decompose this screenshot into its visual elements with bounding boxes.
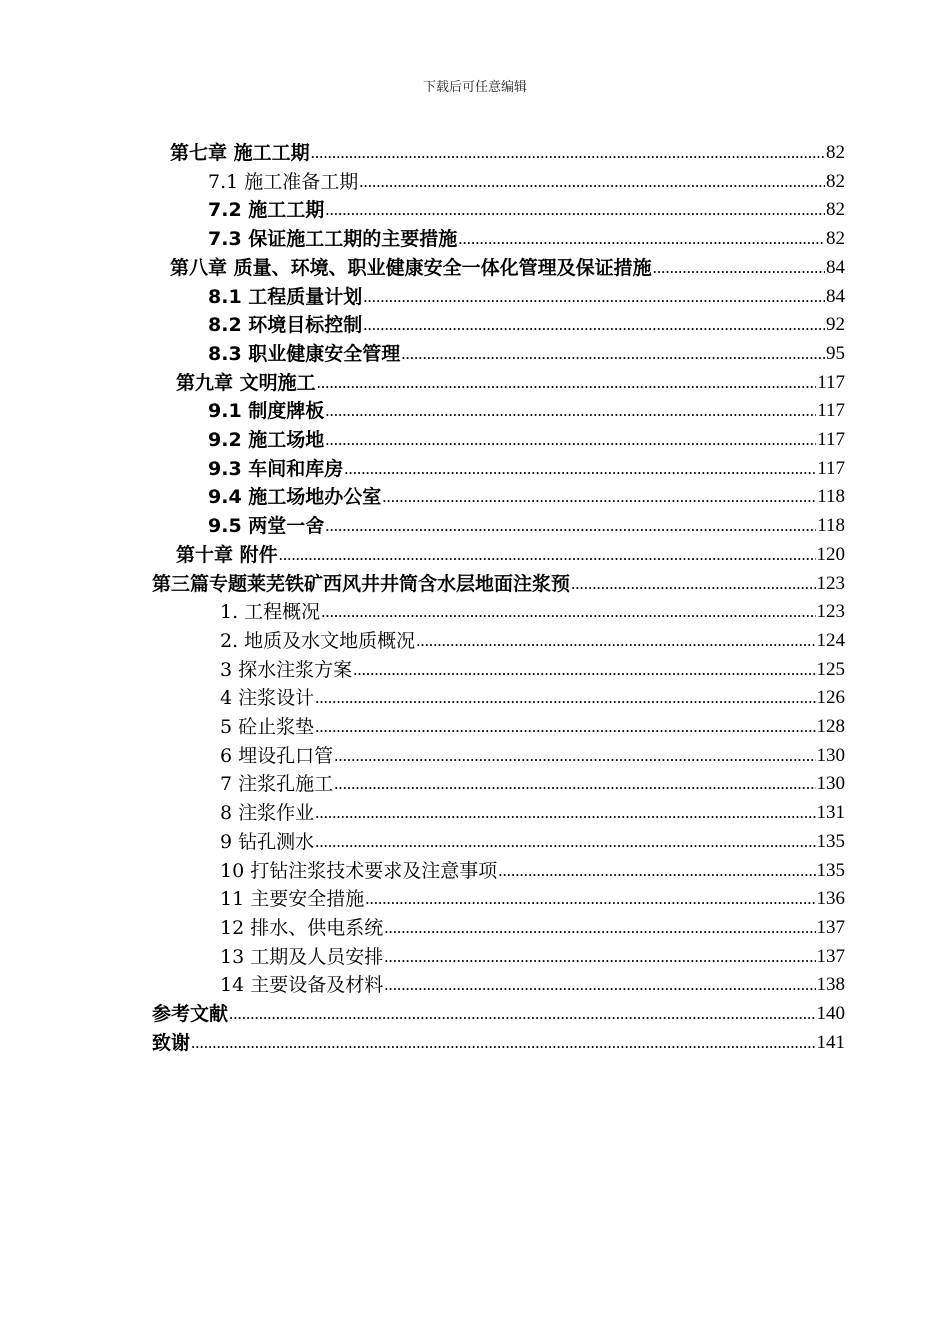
toc-entry-label: 第八章 质量、环境、职业健康安全一体化管理及保证措施 xyxy=(170,256,652,279)
toc-entry-label: 第七章 施工工期 xyxy=(170,142,310,164)
toc-entry[interactable] xyxy=(152,566,845,595)
toc-entry-label: 9.2 施工场地 xyxy=(208,429,325,451)
toc-entry[interactable] xyxy=(220,795,845,824)
dot-leader xyxy=(363,314,825,336)
dot-leader xyxy=(384,917,815,939)
toc-entry-page-number: 131 xyxy=(816,802,845,824)
dot-leader xyxy=(384,974,815,996)
toc-entry[interactable] xyxy=(208,336,845,365)
dot-leader xyxy=(311,142,825,164)
toc-entry[interactable] xyxy=(208,164,845,193)
toc-entry[interactable] xyxy=(152,996,845,1025)
toc-entry-label: 8 注浆作业 xyxy=(220,802,315,825)
toc-entry-label: 7.3 保证施工工期的主要措施 xyxy=(208,228,458,251)
dot-leader xyxy=(229,1003,815,1025)
toc-entry[interactable] xyxy=(220,853,845,882)
toc-entry-page-number: 82 xyxy=(826,170,845,192)
dot-leader xyxy=(334,745,815,767)
toc-entry[interactable] xyxy=(220,881,845,910)
toc-entry-label: 1. 工程概况 xyxy=(220,601,321,624)
dot-leader xyxy=(344,458,816,480)
toc-entry-label: 9.1 制度牌板 xyxy=(208,400,325,423)
toc-entry-page-number: 117 xyxy=(817,457,845,479)
toc-entry-page-number: 95 xyxy=(826,342,845,364)
dot-leader xyxy=(384,946,815,968)
toc-entry-page-number: 140 xyxy=(816,1003,845,1024)
toc-entry-page-number: 125 xyxy=(816,658,845,680)
dot-leader xyxy=(315,716,815,738)
dot-leader xyxy=(279,544,816,566)
toc-entry-page-number: 117 xyxy=(817,400,845,422)
toc-entry-label: 3 探水注浆方案 xyxy=(220,658,353,681)
toc-entry-page-number: 92 xyxy=(826,314,845,336)
dot-leader xyxy=(317,372,817,394)
dot-leader xyxy=(315,831,815,853)
toc-entry-label: 8.1 工程质量计划 xyxy=(208,285,363,308)
toc-entry-page-number: 84 xyxy=(826,285,845,307)
toc-entry-page-number: 137 xyxy=(816,945,845,967)
toc-entry[interactable] xyxy=(170,135,845,164)
toc-entry-page-number: 120 xyxy=(816,543,845,565)
toc-entry-page-number: 82 xyxy=(826,199,845,221)
toc-entry-label: 4 注浆设计 xyxy=(220,687,315,710)
dot-leader xyxy=(321,601,815,623)
dot-leader xyxy=(458,228,825,250)
toc-entry[interactable] xyxy=(220,939,845,968)
toc-entry-page-number: 126 xyxy=(816,687,845,709)
toc-entry[interactable] xyxy=(176,537,845,566)
toc-entry-label: 5 砼止浆垫 xyxy=(220,716,315,738)
dot-leader xyxy=(325,400,816,422)
toc-entry-label: 8.3 职业健康安全管理 xyxy=(208,342,401,365)
toc-entry-page-number: 130 xyxy=(816,773,845,795)
dot-leader xyxy=(359,171,825,193)
toc-entry-label: 12 排水、供电系统 xyxy=(220,916,384,939)
toc-entry-label: 11 主要安全措施 xyxy=(220,888,365,911)
toc-entry[interactable] xyxy=(176,365,845,394)
toc-entry[interactable] xyxy=(208,393,845,422)
toc-entry-page-number: 136 xyxy=(816,888,845,910)
toc-entry[interactable] xyxy=(220,652,845,681)
toc-entry-label: 10 打钻注浆技术要求及注意事项 xyxy=(220,859,498,882)
toc-entry[interactable] xyxy=(220,824,845,853)
toc-entry-label: 6 埋设孔口管 xyxy=(220,744,334,767)
toc-entry-page-number: 141 xyxy=(816,1031,845,1053)
toc-entry[interactable] xyxy=(208,479,845,508)
toc-entry[interactable] xyxy=(220,738,845,767)
toc-entry-page-number: 137 xyxy=(816,916,845,938)
toc-entry-page-number: 128 xyxy=(816,716,845,737)
toc-entry[interactable] xyxy=(220,594,845,623)
toc-entry-page-number: 135 xyxy=(816,830,845,852)
toc-entry-label: 7 注浆孔施工 xyxy=(220,773,334,796)
dot-leader xyxy=(382,486,816,508)
dot-leader xyxy=(571,573,815,595)
toc-entry[interactable] xyxy=(208,451,845,480)
toc-entry-page-number: 82 xyxy=(826,228,845,250)
dot-leader xyxy=(334,773,815,795)
toc-entry-page-number: 84 xyxy=(826,256,845,278)
dot-leader xyxy=(353,659,815,681)
toc-entry-page-number: 123 xyxy=(816,572,845,594)
toc-entry-label: 14 主要设备及材料 xyxy=(220,974,384,997)
toc-entry-label: 7.1 施工准备工期 xyxy=(208,170,359,193)
toc-entry-label: 9 钻孔测水 xyxy=(220,830,315,853)
toc-entry-label: 7.2 施工工期 xyxy=(208,199,325,222)
dot-leader xyxy=(416,630,815,652)
toc-entry[interactable] xyxy=(208,422,845,451)
toc-entry[interactable] xyxy=(208,307,845,336)
toc-entry-page-number: 135 xyxy=(816,859,845,881)
toc-entry-page-number: 138 xyxy=(816,974,845,996)
toc-entry[interactable] xyxy=(208,192,845,221)
toc-entry-label: 参考文献 xyxy=(152,1003,229,1025)
toc-entry-label: 9.5 两堂一舍 xyxy=(208,515,325,538)
dot-leader xyxy=(325,199,825,221)
toc-entry-label: 第三篇专题莱芜铁矿西风井井筒含水层地面注浆预 xyxy=(152,572,571,595)
dot-leader xyxy=(325,429,816,451)
toc-entry-page-number: 124 xyxy=(816,629,845,651)
toc-entry[interactable] xyxy=(220,910,845,939)
dot-leader xyxy=(315,687,815,709)
toc-entry[interactable] xyxy=(152,1025,845,1054)
toc-entry-label: 第九章 文明施工 xyxy=(176,371,316,394)
toc-entry-label: 致谢 xyxy=(152,1031,191,1054)
toc-entry[interactable] xyxy=(220,709,845,738)
toc-entry-page-number: 118 xyxy=(817,515,845,537)
dot-leader xyxy=(653,257,825,279)
toc-entry-label: 8.2 环境目标控制 xyxy=(208,314,363,337)
dot-leader xyxy=(363,286,825,308)
toc-entry-page-number: 118 xyxy=(817,486,845,508)
toc-entry-page-number: 123 xyxy=(816,601,845,623)
toc-entry-page-number: 82 xyxy=(826,142,845,163)
dot-leader xyxy=(401,343,825,365)
toc-entry[interactable] xyxy=(220,680,845,709)
toc-entry[interactable] xyxy=(208,279,845,308)
toc-entry-label: 9.3 车间和库房 xyxy=(208,457,344,480)
toc-entry[interactable] xyxy=(220,766,845,795)
page-header: 下载后可任意编辑 xyxy=(422,80,527,95)
toc-entry-page-number: 117 xyxy=(817,429,845,450)
toc-entry-label: 9.4 施工场地办公室 xyxy=(208,486,382,509)
toc-entry-label: 13 工期及人员安排 xyxy=(220,945,384,968)
dot-leader xyxy=(191,1032,815,1054)
toc-entry-label: 第十章 附件 xyxy=(176,543,278,566)
toc-entry[interactable] xyxy=(208,508,845,537)
toc-entry-label: 2. 地质及水文地质概况 xyxy=(220,629,416,652)
dot-leader xyxy=(325,515,816,537)
dot-leader xyxy=(498,860,815,882)
toc-entry[interactable] xyxy=(220,967,845,996)
dot-leader xyxy=(315,802,815,824)
toc-entry[interactable] xyxy=(208,221,845,250)
toc-entry[interactable] xyxy=(220,623,845,652)
toc-entry-page-number: 117 xyxy=(817,371,845,393)
dot-leader xyxy=(365,888,815,910)
toc-entry-page-number: 130 xyxy=(816,744,845,766)
toc-entry[interactable] xyxy=(170,250,845,279)
